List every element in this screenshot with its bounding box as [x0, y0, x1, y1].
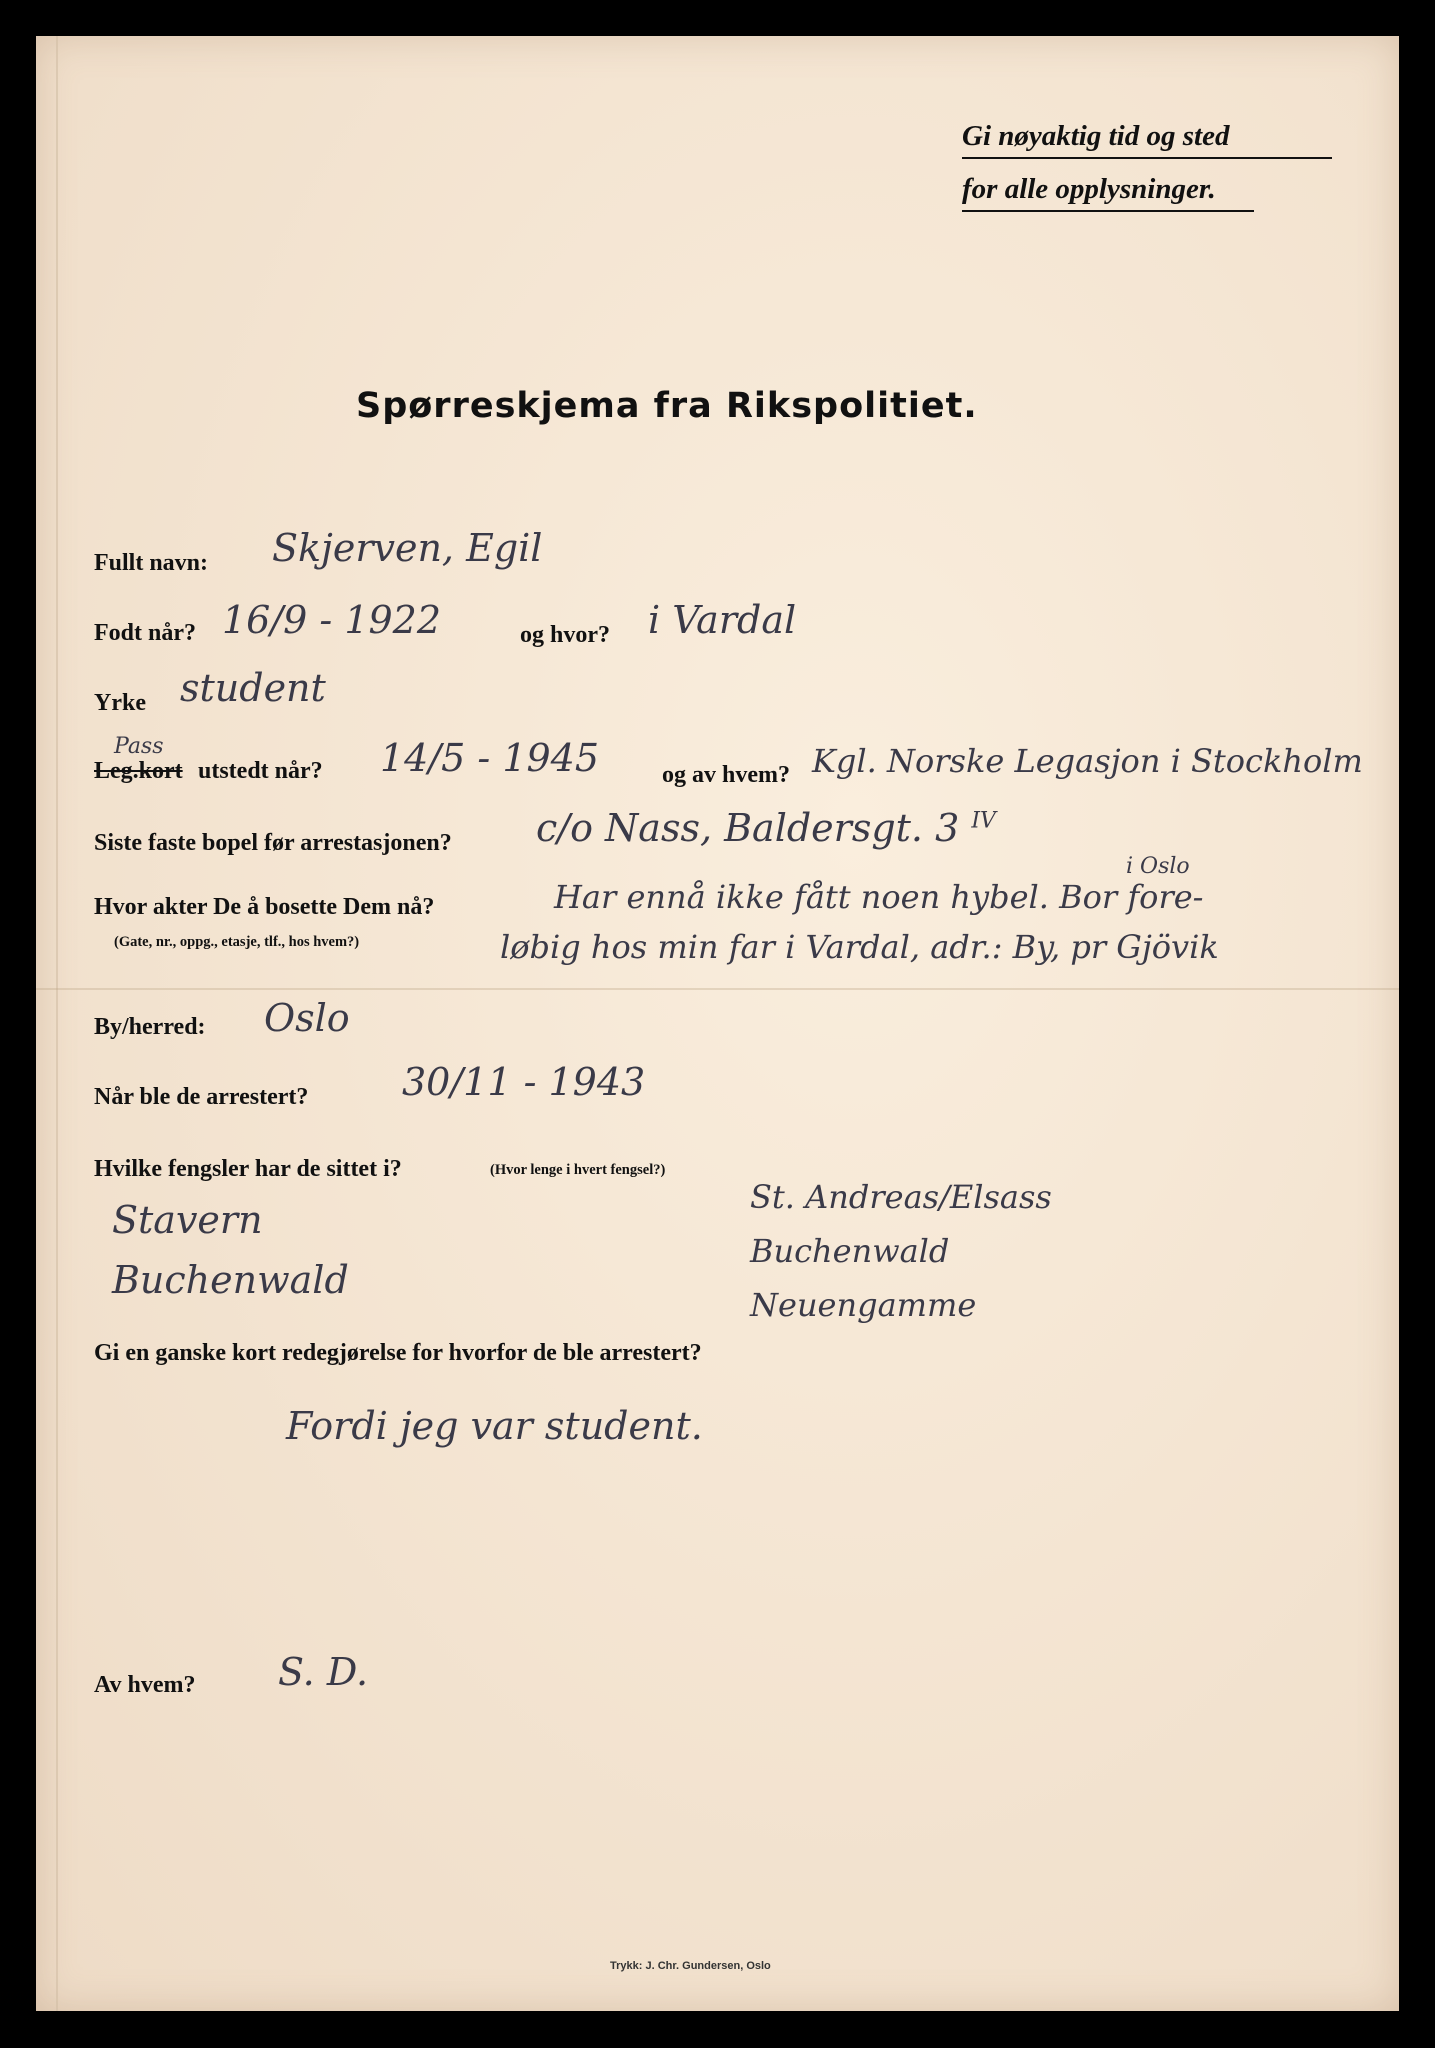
by-whom-value: S. D.: [278, 1650, 369, 1694]
prison-left-2: Buchenwald: [112, 1258, 349, 1302]
questionnaire-page: [36, 36, 1399, 2011]
born-where-value: i Vardal: [648, 598, 797, 642]
job-value: student: [180, 666, 326, 710]
settle-label: Hvor akter De å bosette Dem nå?: [94, 894, 435, 920]
prison-left-1: Stavern: [112, 1198, 263, 1242]
born-where-label: og hvor?: [520, 622, 610, 648]
prison-right-3: Neuengamme: [750, 1286, 977, 1324]
arrested-label: Når ble de arrestert?: [94, 1084, 309, 1110]
born-label: Fodt når?: [94, 620, 196, 646]
city-label: By/herred:: [94, 1014, 206, 1040]
issued-by-label: og av hvem?: [662, 762, 790, 788]
arrested-value: 30/11 - 1943: [402, 1060, 646, 1104]
issued-by-value: Kgl. Norske Legasjon i Stockholm: [812, 742, 1363, 780]
prison-right-2: Buchenwald: [750, 1232, 950, 1270]
last-address-value: [536, 806, 996, 850]
last-address-floor: IV: [971, 808, 996, 834]
prison-right-1: St. Andreas/Elsass: [750, 1178, 1052, 1216]
legkort-label: Leg.kort: [94, 758, 183, 784]
issued-value: 14/5 - 1945: [380, 736, 600, 780]
paper-fold-line: [36, 988, 1399, 990]
settle-value-2: løbig hos min far i Vardal, adr.: By, pr Gjövik: [500, 928, 1219, 966]
header-note: [962, 120, 1332, 226]
born-value: 16/9 - 1922: [222, 598, 442, 642]
prisons-label: Hvilke fengsler har de sittet i?: [94, 1156, 402, 1182]
city-value: Oslo: [264, 996, 350, 1040]
by-whom-label: Av hvem?: [94, 1672, 196, 1698]
reason-value: Fordi jeg var student.: [286, 1404, 703, 1448]
paper-edge-fold: [56, 36, 58, 2011]
last-address-street: c/o Nass, Baldersgt. 3: [536, 806, 960, 850]
pass-handwritten: Pass: [114, 734, 164, 759]
settle-sub: (Gate, nr., oppg., etasje, tlf., hos hvem?): [114, 934, 360, 950]
name-label: Fullt navn:: [94, 550, 209, 576]
issued-label: utstedt når?: [198, 758, 323, 784]
settle-insert: i Oslo: [1126, 854, 1190, 879]
prisons-sub: (Hvor lenge i hvert fengsel?): [490, 1162, 666, 1178]
header-note-line1: Gi nøyaktig tid og sted: [962, 120, 1332, 159]
settle-value-1: Har ennå ikke fått noen hybel. Bor fore-: [554, 878, 1204, 916]
printer-credit: Trykk: J. Chr. Gundersen, Oslo: [610, 1960, 771, 1972]
name-value: Skjerven, Egil: [272, 526, 543, 570]
job-label: Yrke: [94, 690, 146, 716]
last-address-label: Siste faste bopel før arrestasjonen?: [94, 830, 452, 856]
header-note-line2: for alle opplysninger.: [962, 173, 1254, 212]
form-title: Spørreskjema fra Rikspolitiet.: [356, 386, 978, 426]
reason-label: Gi en ganske kort redegjørelse for hvorfor de ble arrestert?: [94, 1340, 702, 1366]
